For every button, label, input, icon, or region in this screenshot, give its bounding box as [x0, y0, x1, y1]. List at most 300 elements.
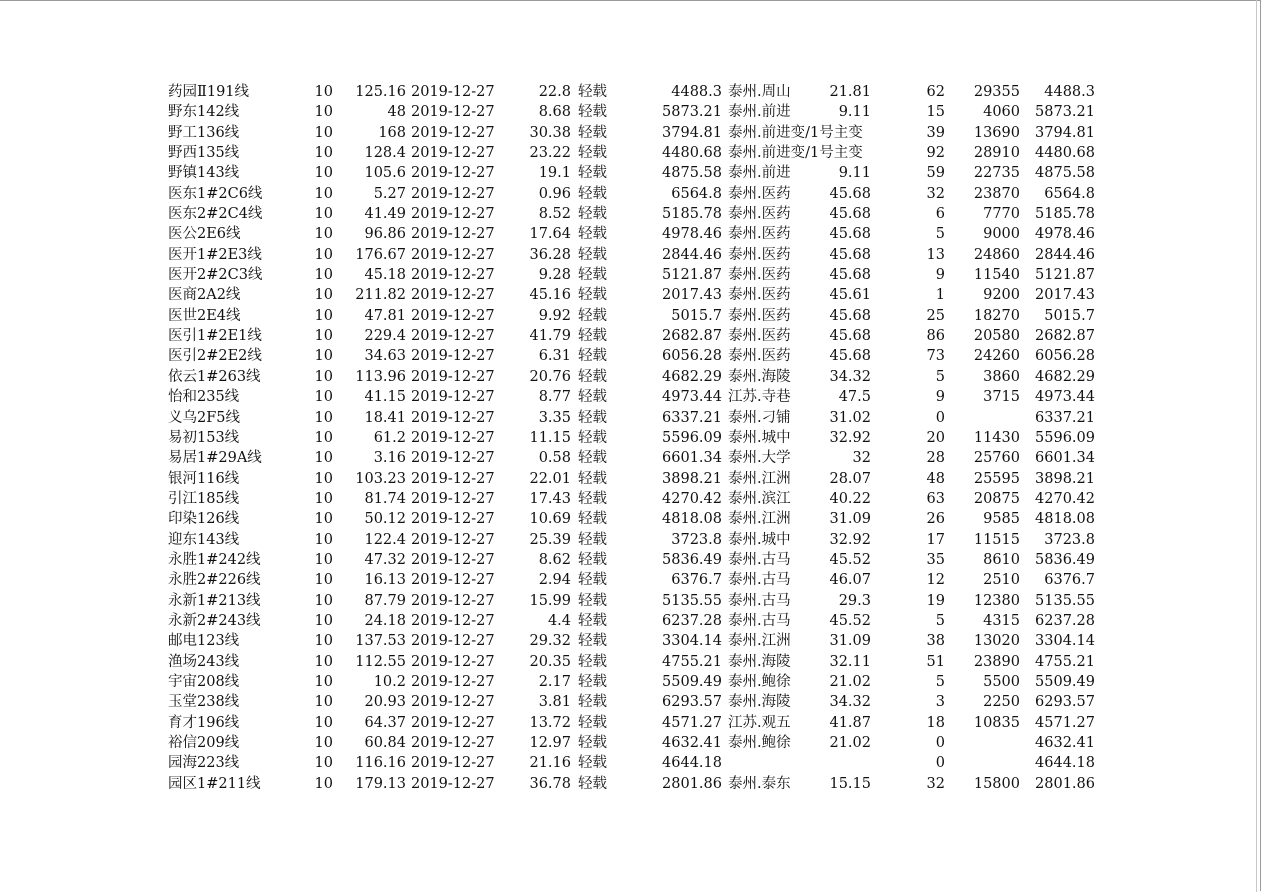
count-cell: 48 [926, 470, 945, 487]
capacity-cell: 11515 [973, 531, 1020, 548]
value-cell: 3304.14 [662, 633, 722, 650]
date-cell: 2019-12-27 [411, 653, 495, 670]
count-cell: 86 [926, 328, 945, 345]
status-cell: 轻载 [578, 633, 607, 650]
value-cell: 6376.7 [671, 572, 722, 589]
count-cell: 6 [935, 206, 945, 223]
line-name-cell: 野工136线 [168, 124, 240, 141]
percent-cell: 45.52 [829, 551, 871, 568]
length-cell: 103.23 [355, 470, 406, 487]
table-row [0, 448, 1262, 468]
date-cell: 2019-12-27 [411, 470, 495, 487]
status-cell: 轻载 [578, 226, 607, 243]
value-cell: 6564.8 [671, 185, 722, 202]
voltage-cell: 10 [314, 612, 333, 629]
capacity-cell: 9585 [983, 511, 1020, 528]
status-cell: 轻载 [578, 348, 607, 365]
line-name-cell: 引江185线 [168, 490, 240, 507]
voltage-cell: 10 [314, 450, 333, 467]
value-cell: 6056.28 [662, 348, 722, 365]
percent-cell: 45.68 [829, 348, 871, 365]
status-cell: 轻载 [578, 84, 607, 100]
length-cell: 168 [378, 124, 406, 141]
value2-cell: 6237.28 [1035, 612, 1095, 629]
substation-cell: 泰州.鲍徐 [728, 673, 791, 690]
load-rate-cell: 22.8 [538, 84, 571, 100]
status-cell: 轻载 [578, 511, 607, 528]
date-cell: 2019-12-27 [411, 755, 495, 772]
load-rate-cell: 15.99 [529, 592, 571, 609]
line-name-cell: 义乌2F5线 [168, 409, 241, 426]
load-rate-cell: 17.43 [529, 490, 571, 507]
percent-cell: 21.02 [829, 673, 871, 690]
date-cell: 2019-12-27 [411, 633, 495, 650]
table-row [0, 713, 1262, 733]
load-rate-cell: 8.77 [538, 389, 571, 406]
value2-cell: 3898.21 [1035, 470, 1095, 487]
status-cell: 轻载 [578, 735, 607, 751]
length-cell: 47.32 [364, 551, 406, 568]
voltage-cell: 10 [314, 287, 333, 304]
value2-cell: 4480.68 [1035, 145, 1095, 162]
capacity-cell: 29355 [973, 84, 1020, 100]
substation-cell: 泰州.医药 [728, 267, 791, 284]
length-cell: 122.4 [364, 531, 406, 548]
table-row [0, 753, 1262, 773]
line-name-cell: 迎东143线 [168, 531, 240, 548]
load-rate-cell: 2.94 [538, 572, 571, 589]
value-cell: 6237.28 [662, 612, 722, 629]
value2-cell: 5509.49 [1035, 673, 1095, 690]
percent-cell: 40.22 [829, 490, 871, 507]
percent-cell: 32 [852, 450, 871, 467]
table-row [0, 123, 1262, 143]
substation-cell: 泰州.刁铺 [728, 409, 791, 426]
table-row [0, 245, 1262, 265]
substation-cell: 泰州.城中 [728, 531, 791, 548]
count-cell: 18 [926, 714, 945, 731]
status-cell: 轻载 [578, 246, 607, 263]
count-cell: 62 [926, 84, 945, 100]
value-cell: 2844.46 [662, 246, 722, 263]
load-rate-cell: 8.62 [538, 551, 571, 568]
load-rate-cell: 0.58 [538, 450, 571, 467]
value-cell: 3898.21 [662, 470, 722, 487]
table-row [0, 82, 1262, 102]
substation-cell: 泰州.前进变/1号主变 [728, 124, 863, 141]
substation-cell: 江苏.观五 [728, 714, 791, 731]
value-cell: 4270.42 [662, 490, 722, 507]
percent-cell: 45.68 [829, 246, 871, 263]
table-row [0, 692, 1262, 712]
capacity-cell: 9200 [983, 287, 1020, 304]
status-cell: 轻载 [578, 714, 607, 731]
length-cell: 229.4 [364, 328, 406, 345]
count-cell: 39 [926, 124, 945, 141]
length-cell: 3.16 [373, 450, 406, 467]
count-cell: 28 [926, 450, 945, 467]
capacity-cell: 2510 [983, 572, 1020, 589]
count-cell: 5 [935, 612, 945, 629]
percent-cell: 21.81 [829, 84, 871, 100]
substation-cell: 泰州.滨江 [728, 490, 791, 507]
voltage-cell: 10 [314, 368, 333, 385]
load-rate-cell: 23.22 [529, 145, 571, 162]
value2-cell: 2017.43 [1035, 287, 1095, 304]
date-cell: 2019-12-27 [411, 145, 495, 162]
line-name-cell: 易居1#29A线 [168, 450, 262, 467]
load-rate-cell: 2.17 [538, 673, 571, 690]
load-rate-cell: 3.81 [538, 694, 571, 711]
line-name-cell: 野西135线 [168, 145, 240, 162]
length-cell: 125.16 [355, 84, 406, 100]
voltage-cell: 10 [314, 714, 333, 731]
value2-cell: 6376.7 [1044, 572, 1095, 589]
load-rate-cell: 36.28 [529, 246, 571, 263]
voltage-cell: 10 [314, 348, 333, 365]
voltage-cell: 10 [314, 185, 333, 202]
count-cell: 59 [926, 165, 945, 182]
date-cell: 2019-12-27 [411, 185, 495, 202]
capacity-cell: 23890 [973, 653, 1020, 670]
capacity-cell: 7770 [983, 206, 1020, 223]
count-cell: 0 [935, 735, 945, 751]
table-row [0, 387, 1262, 407]
line-name-cell: 永胜2#226线 [168, 572, 261, 589]
substation-cell: 泰州.前进 [728, 104, 791, 121]
value2-cell: 5121.87 [1035, 267, 1095, 284]
value2-cell: 6601.34 [1035, 450, 1095, 467]
load-rate-cell: 20.76 [529, 368, 571, 385]
voltage-cell: 10 [314, 104, 333, 121]
line-name-cell: 怡和235线 [168, 389, 240, 406]
line-name-cell: 医世2E4线 [168, 307, 241, 324]
status-cell: 轻载 [578, 755, 607, 772]
voltage-cell: 10 [314, 551, 333, 568]
table-row [0, 631, 1262, 651]
value2-cell: 5596.09 [1035, 429, 1095, 446]
value-cell: 6293.57 [662, 694, 722, 711]
percent-cell: 28.07 [829, 470, 871, 487]
length-cell: 24.18 [364, 612, 406, 629]
status-cell: 轻载 [578, 775, 607, 792]
percent-cell: 45.61 [829, 287, 871, 304]
length-cell: 179.13 [355, 775, 406, 792]
substation-cell: 泰州.医药 [728, 287, 791, 304]
substation-cell: 泰州.鲍徐 [728, 735, 791, 751]
count-cell: 3 [935, 694, 945, 711]
value-cell: 5873.21 [662, 104, 722, 121]
table-row [0, 102, 1262, 122]
load-rate-cell: 8.68 [538, 104, 571, 121]
line-name-cell: 医开2#2C3线 [168, 267, 263, 284]
value-cell: 5836.49 [662, 551, 722, 568]
load-rate-cell: 19.1 [538, 165, 571, 182]
table-row [0, 570, 1262, 590]
value-cell: 2682.87 [662, 328, 722, 345]
voltage-cell: 10 [314, 572, 333, 589]
substation-cell: 泰州.医药 [728, 328, 791, 345]
percent-cell: 41.87 [829, 714, 871, 731]
load-rate-cell: 45.16 [529, 287, 571, 304]
count-cell: 35 [926, 551, 945, 568]
substation-cell: 泰州.海陵 [728, 653, 791, 670]
percent-cell: 45.68 [829, 267, 871, 284]
value2-cell: 4571.27 [1035, 714, 1095, 731]
date-cell: 2019-12-27 [411, 511, 495, 528]
voltage-cell: 10 [314, 653, 333, 670]
capacity-cell: 25595 [973, 470, 1020, 487]
voltage-cell: 10 [314, 755, 333, 772]
capacity-cell: 24860 [973, 246, 1020, 263]
length-cell: 48 [387, 104, 406, 121]
date-cell: 2019-12-27 [411, 165, 495, 182]
count-cell: 0 [935, 755, 945, 772]
capacity-cell: 23870 [973, 185, 1020, 202]
table-row [0, 143, 1262, 163]
substation-cell: 泰州.大学 [728, 450, 791, 467]
load-rate-cell: 17.64 [529, 226, 571, 243]
status-cell: 轻载 [578, 470, 607, 487]
value2-cell: 5015.7 [1044, 307, 1095, 324]
value2-cell: 4978.46 [1035, 226, 1095, 243]
load-rate-cell: 22.01 [529, 470, 571, 487]
count-cell: 51 [926, 653, 945, 670]
capacity-cell: 5500 [983, 673, 1020, 690]
value2-cell: 3304.14 [1035, 633, 1095, 650]
value-cell: 4973.44 [662, 389, 722, 406]
length-cell: 128.4 [364, 145, 406, 162]
substation-cell: 泰州.古马 [728, 551, 791, 568]
substation-cell: 泰州.医药 [728, 348, 791, 365]
substation-cell: 泰州.医药 [728, 226, 791, 243]
value2-cell: 2801.86 [1035, 775, 1095, 792]
line-name-cell: 医公2E6线 [168, 226, 241, 243]
percent-cell: 47.5 [838, 389, 871, 406]
status-cell: 轻载 [578, 450, 607, 467]
date-cell: 2019-12-27 [411, 775, 495, 792]
voltage-cell: 10 [314, 592, 333, 609]
date-cell: 2019-12-27 [411, 124, 495, 141]
data-table [0, 82, 1262, 794]
substation-cell: 泰州.海陵 [728, 694, 791, 711]
value-cell: 3723.8 [671, 531, 722, 548]
table-row [0, 733, 1262, 753]
value2-cell: 5135.55 [1035, 592, 1095, 609]
date-cell: 2019-12-27 [411, 572, 495, 589]
voltage-cell: 10 [314, 226, 333, 243]
capacity-cell: 22735 [973, 165, 1020, 182]
value-cell: 6601.34 [662, 450, 722, 467]
line-name-cell: 易初153线 [168, 429, 240, 446]
line-name-cell: 医东1#2C6线 [168, 185, 263, 202]
capacity-cell: 15800 [973, 775, 1020, 792]
capacity-cell: 20580 [973, 328, 1020, 345]
percent-cell: 32.11 [829, 653, 871, 670]
value2-cell: 6293.57 [1035, 694, 1095, 711]
voltage-cell: 10 [314, 389, 333, 406]
date-cell: 2019-12-27 [411, 429, 495, 446]
substation-cell: 泰州.医药 [728, 206, 791, 223]
percent-cell: 9.11 [838, 165, 871, 182]
percent-cell: 45.68 [829, 328, 871, 345]
status-cell: 轻载 [578, 124, 607, 141]
line-name-cell: 野镇143线 [168, 165, 240, 182]
load-rate-cell: 3.35 [538, 409, 571, 426]
capacity-cell: 4060 [983, 104, 1020, 121]
voltage-cell: 10 [314, 165, 333, 182]
count-cell: 73 [926, 348, 945, 365]
date-cell: 2019-12-27 [411, 328, 495, 345]
load-rate-cell: 29.32 [529, 633, 571, 650]
line-name-cell: 宇宙208线 [168, 673, 240, 690]
table-row [0, 306, 1262, 326]
value-cell: 5509.49 [662, 673, 722, 690]
load-rate-cell: 36.78 [529, 775, 571, 792]
value2-cell: 5873.21 [1035, 104, 1095, 121]
load-rate-cell: 12.97 [529, 735, 571, 751]
length-cell: 5.27 [373, 185, 406, 202]
value-cell: 2801.86 [662, 775, 722, 792]
value2-cell: 2682.87 [1035, 328, 1095, 345]
date-cell: 2019-12-27 [411, 389, 495, 406]
value2-cell: 4632.41 [1035, 735, 1095, 751]
table-row [0, 224, 1262, 244]
table-row [0, 367, 1262, 387]
date-cell: 2019-12-27 [411, 84, 495, 100]
value-cell: 4755.21 [662, 653, 722, 670]
line-name-cell: 野东142线 [168, 104, 240, 121]
table-row [0, 774, 1262, 794]
table-row [0, 672, 1262, 692]
line-name-cell: 依云1#263线 [168, 368, 261, 385]
table-row [0, 265, 1262, 285]
percent-cell: 29.3 [838, 592, 871, 609]
value2-cell: 5836.49 [1035, 551, 1095, 568]
voltage-cell: 10 [314, 409, 333, 426]
value-cell: 4488.3 [671, 84, 722, 100]
percent-cell: 32.92 [829, 429, 871, 446]
table-row [0, 489, 1262, 509]
value2-cell: 4270.42 [1035, 490, 1095, 507]
value2-cell: 4973.44 [1035, 389, 1095, 406]
substation-cell: 泰州.江洲 [728, 633, 791, 650]
count-cell: 17 [926, 531, 945, 548]
length-cell: 41.49 [364, 206, 406, 223]
voltage-cell: 10 [314, 775, 333, 792]
count-cell: 63 [926, 490, 945, 507]
value2-cell: 5185.78 [1035, 206, 1095, 223]
status-cell: 轻载 [578, 612, 607, 629]
voltage-cell: 10 [314, 490, 333, 507]
substation-cell: 泰州.古马 [728, 572, 791, 589]
value2-cell: 3723.8 [1044, 531, 1095, 548]
length-cell: 60.84 [364, 735, 406, 751]
status-cell: 轻载 [578, 694, 607, 711]
value-cell: 5015.7 [671, 307, 722, 324]
length-cell: 96.86 [364, 226, 406, 243]
load-rate-cell: 4.4 [547, 612, 571, 629]
substation-cell: 泰州.医药 [728, 246, 791, 263]
table-row [0, 204, 1262, 224]
capacity-cell: 12380 [973, 592, 1020, 609]
percent-cell: 45.68 [829, 307, 871, 324]
percent-cell: 45.68 [829, 206, 871, 223]
substation-cell: 泰州.江洲 [728, 470, 791, 487]
count-cell: 38 [926, 633, 945, 650]
status-cell: 轻载 [578, 287, 607, 304]
value-cell: 2017.43 [662, 287, 722, 304]
value2-cell: 6056.28 [1035, 348, 1095, 365]
status-cell: 轻载 [578, 165, 607, 182]
length-cell: 112.55 [355, 653, 406, 670]
value-cell: 5596.09 [662, 429, 722, 446]
line-name-cell: 园海223线 [168, 755, 240, 772]
substation-cell: 泰州.周山 [728, 84, 791, 100]
length-cell: 64.37 [364, 714, 406, 731]
value-cell: 5135.55 [662, 592, 722, 609]
table-row [0, 285, 1262, 305]
status-cell: 轻载 [578, 531, 607, 548]
date-cell: 2019-12-27 [411, 612, 495, 629]
value-cell: 4875.58 [662, 165, 722, 182]
value-cell: 4480.68 [662, 145, 722, 162]
line-name-cell: 医商2A2线 [168, 287, 241, 304]
date-cell: 2019-12-27 [411, 450, 495, 467]
value-cell: 6337.21 [662, 409, 722, 426]
value-cell: 4632.41 [662, 735, 722, 751]
length-cell: 105.6 [364, 165, 406, 182]
date-cell: 2019-12-27 [411, 368, 495, 385]
percent-cell: 15.15 [829, 775, 871, 792]
value2-cell: 3794.81 [1035, 124, 1095, 141]
count-cell: 13 [926, 246, 945, 263]
substation-cell: 泰州.医药 [728, 185, 791, 202]
date-cell: 2019-12-27 [411, 714, 495, 731]
voltage-cell: 10 [314, 694, 333, 711]
count-cell: 26 [926, 511, 945, 528]
percent-cell: 32.92 [829, 531, 871, 548]
length-cell: 113.96 [355, 368, 406, 385]
value-cell: 4818.08 [662, 511, 722, 528]
voltage-cell: 10 [314, 470, 333, 487]
value2-cell: 4755.21 [1035, 653, 1095, 670]
substation-cell: 泰州.前进 [728, 165, 791, 182]
date-cell: 2019-12-27 [411, 551, 495, 568]
capacity-cell: 2250 [983, 694, 1020, 711]
length-cell: 211.82 [355, 287, 406, 304]
substation-cell: 江苏.寺巷 [728, 389, 791, 406]
status-cell: 轻载 [578, 185, 607, 202]
line-name-cell: 育才196线 [168, 714, 240, 731]
voltage-cell: 10 [314, 267, 333, 284]
voltage-cell: 10 [314, 124, 333, 141]
percent-cell: 34.32 [829, 694, 871, 711]
load-rate-cell: 20.35 [529, 653, 571, 670]
load-rate-cell: 9.92 [538, 307, 571, 324]
date-cell: 2019-12-27 [411, 226, 495, 243]
status-cell: 轻载 [578, 551, 607, 568]
length-cell: 45.18 [364, 267, 406, 284]
capacity-cell: 13690 [973, 124, 1020, 141]
status-cell: 轻载 [578, 145, 607, 162]
value-cell: 5185.78 [662, 206, 722, 223]
line-name-cell: 永新1#213线 [168, 592, 261, 609]
voltage-cell: 10 [314, 307, 333, 324]
value2-cell: 6337.21 [1035, 409, 1095, 426]
percent-cell: 34.32 [829, 368, 871, 385]
line-name-cell: 渔场243线 [168, 653, 240, 670]
